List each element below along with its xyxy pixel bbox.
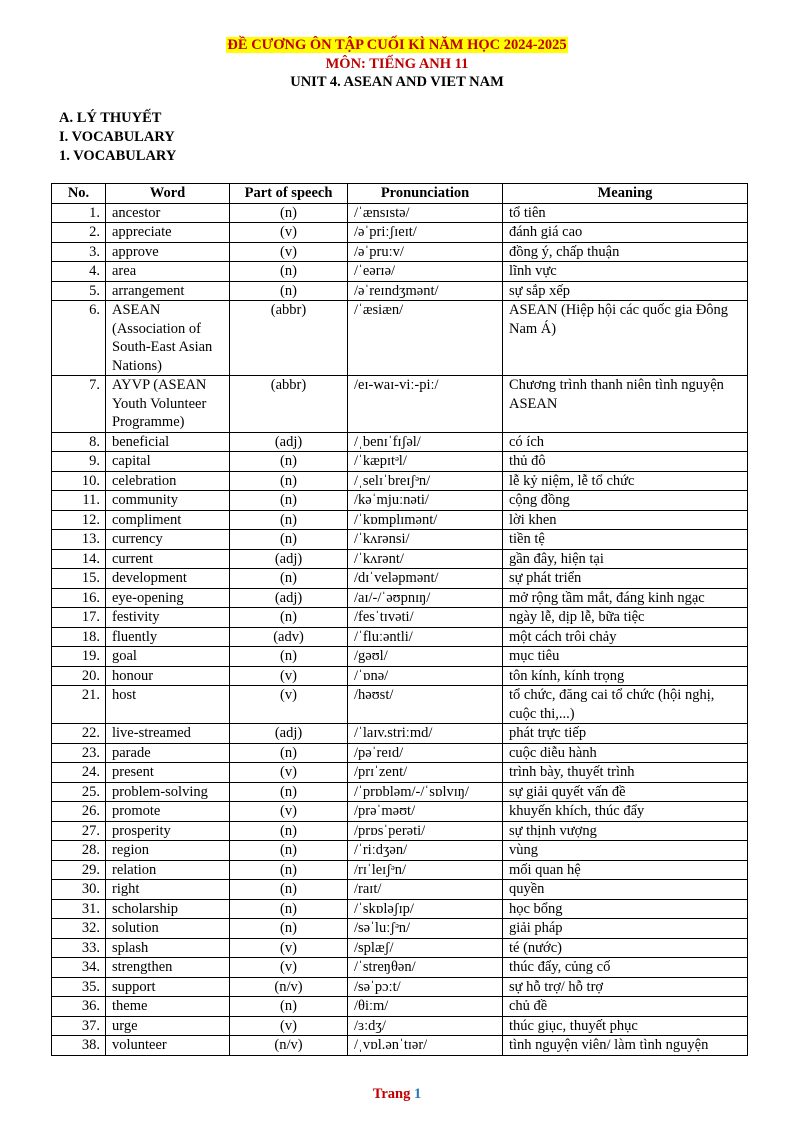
- cell-pronunciation: /ˈstreŋθən/: [348, 958, 503, 978]
- cell-word: ancestor: [106, 203, 230, 223]
- cell-pronunciation: /ˈprɒbləm/-/ˈsɒlvɪŋ/: [348, 782, 503, 802]
- cell-word: urge: [106, 1016, 230, 1036]
- document-title: ĐỀ CƯƠNG ÔN TẬP CUỐI KÌ NĂM HỌC 2024-2025: [227, 37, 567, 53]
- table-row: [52, 242, 748, 262]
- cell-meaning: tiền tệ: [503, 530, 748, 550]
- cell-pronunciation: /əˈpriːʃɪeɪt/: [348, 223, 503, 243]
- cell-word: beneficial: [106, 432, 230, 452]
- page-footer: [0, 1086, 794, 1103]
- cell-pronunciation: /fesˈtɪvəti/: [348, 608, 503, 628]
- cell-part-of-speech: (n): [230, 281, 348, 301]
- table-row: [52, 549, 748, 569]
- cell-word: live-streamed: [106, 724, 230, 744]
- cell-meaning: phát trực tiếp: [503, 724, 748, 744]
- cell-part-of-speech: (v): [230, 938, 348, 958]
- cell-word: capital: [106, 452, 230, 472]
- header-pronunciation: Pronunciation: [348, 184, 503, 204]
- vocabulary-table: [51, 183, 748, 1056]
- cell-no: 37.: [52, 1016, 106, 1036]
- cell-meaning: giải pháp: [503, 919, 748, 939]
- cell-no: 19.: [52, 647, 106, 667]
- cell-meaning: một cách trôi chảy: [503, 627, 748, 647]
- cell-meaning: ASEAN (Hiệp hội các quốc gia Đông Nam Á): [503, 301, 748, 376]
- cell-word: scholarship: [106, 899, 230, 919]
- cell-pronunciation: /ˈkʌrənsi/: [348, 530, 503, 550]
- cell-part-of-speech: (v): [230, 666, 348, 686]
- cell-meaning: mở rộng tầm mắt, đáng kinh ngạc: [503, 588, 748, 608]
- cell-meaning: đồng ý, chấp thuận: [503, 242, 748, 262]
- cell-meaning: tình nguyện viên/ làm tình nguyện: [503, 1036, 748, 1056]
- table-row: [52, 821, 748, 841]
- cell-meaning: cộng đồng: [503, 491, 748, 511]
- cell-pronunciation: /eɪ-waɪ-viː-piː/: [348, 376, 503, 433]
- cell-pronunciation: /gəʊl/: [348, 647, 503, 667]
- cell-no: 18.: [52, 627, 106, 647]
- cell-pronunciation: /ˈeərɪə/: [348, 262, 503, 282]
- cell-meaning: sự thịnh vượng: [503, 821, 748, 841]
- subject-line: MÔN: TIẾNG ANH 11: [325, 55, 469, 72]
- cell-word: solution: [106, 919, 230, 939]
- cell-word: arrangement: [106, 281, 230, 301]
- cell-word: compliment: [106, 510, 230, 530]
- cell-no: 7.: [52, 376, 106, 433]
- table-row: [52, 471, 748, 491]
- cell-no: 34.: [52, 958, 106, 978]
- cell-part-of-speech: (v): [230, 802, 348, 822]
- cell-word: splash: [106, 938, 230, 958]
- cell-pronunciation: /ˈskɒləʃɪp/: [348, 899, 503, 919]
- cell-word: currency: [106, 530, 230, 550]
- cell-no: 20.: [52, 666, 106, 686]
- cell-part-of-speech: (n): [230, 841, 348, 861]
- section-headings: [59, 109, 176, 166]
- table-row: [52, 432, 748, 452]
- table-row: [52, 977, 748, 997]
- cell-no: 12.: [52, 510, 106, 530]
- cell-part-of-speech: (n): [230, 919, 348, 939]
- cell-word: volunteer: [106, 1036, 230, 1056]
- section-a-heading: A. LÝ THUYẾT: [59, 110, 162, 126]
- table-row: [52, 938, 748, 958]
- cell-part-of-speech: (n): [230, 491, 348, 511]
- cell-pronunciation: /dɪˈveləpmənt/: [348, 569, 503, 589]
- cell-meaning: vùng: [503, 841, 748, 861]
- cell-part-of-speech: (v): [230, 763, 348, 783]
- cell-word: appreciate: [106, 223, 230, 243]
- cell-pronunciation: /ˈɒnə/: [348, 666, 503, 686]
- cell-meaning: học bổng: [503, 899, 748, 919]
- cell-meaning: lễ kỷ niệm, lễ tổ chức: [503, 471, 748, 491]
- cell-pronunciation: /ˈkɒmplɪmənt/: [348, 510, 503, 530]
- cell-meaning: đánh giá cao: [503, 223, 748, 243]
- cell-part-of-speech: (adj): [230, 588, 348, 608]
- cell-pronunciation: /ˈkʌrənt/: [348, 549, 503, 569]
- cell-meaning: gần đây, hiện tại: [503, 549, 748, 569]
- cell-part-of-speech: (n): [230, 452, 348, 472]
- table-row: [52, 608, 748, 628]
- cell-word: celebration: [106, 471, 230, 491]
- cell-meaning: sự hỗ trợ/ hỗ trợ: [503, 977, 748, 997]
- table-row: [52, 919, 748, 939]
- cell-part-of-speech: (v): [230, 242, 348, 262]
- cell-pronunciation: /splæʃ/: [348, 938, 503, 958]
- table-row: [52, 1036, 748, 1056]
- cell-word: festivity: [106, 608, 230, 628]
- table-row: [52, 860, 748, 880]
- cell-meaning: Chương trình thanh niên tình nguyện ASEAN: [503, 376, 748, 433]
- table-row: [52, 647, 748, 667]
- table-row: [52, 997, 748, 1017]
- cell-pronunciation: /ˌbenɪˈfɪʃəl/: [348, 432, 503, 452]
- cell-pronunciation: /səˈpɔːt/: [348, 977, 503, 997]
- cell-no: 30.: [52, 880, 106, 900]
- table-row: [52, 223, 748, 243]
- cell-pronunciation: /aɪ/-/ˈəʊpnɪŋ/: [348, 588, 503, 608]
- cell-no: 31.: [52, 899, 106, 919]
- cell-pronunciation: /kəˈmjuːnəti/: [348, 491, 503, 511]
- cell-meaning: khuyến khích, thúc đẩy: [503, 802, 748, 822]
- cell-no: 11.: [52, 491, 106, 511]
- cell-meaning: ngày lễ, dịp lễ, bữa tiệc: [503, 608, 748, 628]
- cell-no: 38.: [52, 1036, 106, 1056]
- cell-pronunciation: /prəˈməʊt/: [348, 802, 503, 822]
- cell-pronunciation: /əˈpruːv/: [348, 242, 503, 262]
- cell-part-of-speech: (n): [230, 471, 348, 491]
- cell-word: support: [106, 977, 230, 997]
- cell-pronunciation: /ˈæsiæn/: [348, 301, 503, 376]
- cell-word: honour: [106, 666, 230, 686]
- cell-part-of-speech: (n): [230, 743, 348, 763]
- table-row: [52, 569, 748, 589]
- cell-part-of-speech: (v): [230, 958, 348, 978]
- cell-part-of-speech: (n): [230, 203, 348, 223]
- table-row: [52, 510, 748, 530]
- cell-part-of-speech: (abbr): [230, 376, 348, 433]
- table-row: [52, 802, 748, 822]
- cell-meaning: sự giải quyết vấn đề: [503, 782, 748, 802]
- cell-part-of-speech: (n): [230, 860, 348, 880]
- header-word: Word: [106, 184, 230, 204]
- table-row: [52, 281, 748, 301]
- cell-no: 26.: [52, 802, 106, 822]
- cell-pronunciation: /ˈlaɪv.striːmd/: [348, 724, 503, 744]
- cell-word: fluently: [106, 627, 230, 647]
- cell-no: 35.: [52, 977, 106, 997]
- cell-part-of-speech: (adv): [230, 627, 348, 647]
- cell-meaning: tổ tiên: [503, 203, 748, 223]
- table-row: [52, 262, 748, 282]
- cell-no: 10.: [52, 471, 106, 491]
- table-row: [52, 880, 748, 900]
- unit-line: UNIT 4. ASEAN AND VIET NAM: [290, 74, 504, 90]
- section-1-heading: 1. VOCABULARY: [59, 148, 177, 164]
- table-row: [52, 782, 748, 802]
- table-row: [52, 899, 748, 919]
- cell-part-of-speech: (abbr): [230, 301, 348, 376]
- cell-meaning: có ích: [503, 432, 748, 452]
- table-header-row: [52, 184, 748, 204]
- cell-meaning: lĩnh vực: [503, 262, 748, 282]
- cell-pronunciation: /ˌselɪˈbreɪʃᵊn/: [348, 471, 503, 491]
- table-row: [52, 376, 748, 433]
- cell-no: 23.: [52, 743, 106, 763]
- cell-word: host: [106, 686, 230, 724]
- cell-part-of-speech: (n): [230, 782, 348, 802]
- cell-no: 27.: [52, 821, 106, 841]
- cell-pronunciation: /ˈfluːəntli/: [348, 627, 503, 647]
- cell-pronunciation: /səˈluːʃᵊn/: [348, 919, 503, 939]
- cell-word: goal: [106, 647, 230, 667]
- cell-pronunciation: /ˈriːdʒən/: [348, 841, 503, 861]
- cell-part-of-speech: (v): [230, 686, 348, 724]
- cell-meaning: chủ đề: [503, 997, 748, 1017]
- cell-pronunciation: /rɪˈleɪʃᵊn/: [348, 860, 503, 880]
- cell-meaning: tổ chức, đăng cai tổ chức (hội nghị, cuộc thi,...): [503, 686, 748, 724]
- cell-word: strengthen: [106, 958, 230, 978]
- cell-no: 4.: [52, 262, 106, 282]
- cell-word: problem-solving: [106, 782, 230, 802]
- cell-no: 32.: [52, 919, 106, 939]
- cell-word: current: [106, 549, 230, 569]
- cell-no: 28.: [52, 841, 106, 861]
- cell-no: 17.: [52, 608, 106, 628]
- cell-meaning: thủ đô: [503, 452, 748, 472]
- table-row: [52, 452, 748, 472]
- cell-word: relation: [106, 860, 230, 880]
- cell-part-of-speech: (n): [230, 880, 348, 900]
- cell-meaning: thúc giục, thuyết phục: [503, 1016, 748, 1036]
- table-row: [52, 203, 748, 223]
- cell-pronunciation: /prɪˈzent/: [348, 763, 503, 783]
- cell-word: area: [106, 262, 230, 282]
- cell-part-of-speech: (v): [230, 223, 348, 243]
- cell-meaning: mối quan hệ: [503, 860, 748, 880]
- cell-pronunciation: /həʊst/: [348, 686, 503, 724]
- cell-no: 25.: [52, 782, 106, 802]
- cell-meaning: sự phát triển: [503, 569, 748, 589]
- table-row: [52, 627, 748, 647]
- cell-no: 33.: [52, 938, 106, 958]
- cell-part-of-speech: (n/v): [230, 977, 348, 997]
- cell-no: 15.: [52, 569, 106, 589]
- cell-part-of-speech: (adj): [230, 432, 348, 452]
- cell-pronunciation: /raɪt/: [348, 880, 503, 900]
- cell-no: 3.: [52, 242, 106, 262]
- table-row: [52, 763, 748, 783]
- table-row: [52, 301, 748, 376]
- cell-no: 29.: [52, 860, 106, 880]
- cell-part-of-speech: (n): [230, 608, 348, 628]
- table-row: [52, 724, 748, 744]
- page-label: Trang: [372, 1086, 411, 1102]
- table-row: [52, 686, 748, 724]
- header-meaning: Meaning: [503, 184, 748, 204]
- cell-word: community: [106, 491, 230, 511]
- cell-meaning: trình bày, thuyết trình: [503, 763, 748, 783]
- cell-no: 1.: [52, 203, 106, 223]
- table-row: [52, 841, 748, 861]
- cell-pronunciation: /ˈænsɪstə/: [348, 203, 503, 223]
- cell-no: 8.: [52, 432, 106, 452]
- cell-no: 22.: [52, 724, 106, 744]
- cell-word: theme: [106, 997, 230, 1017]
- page-number: 1: [413, 1086, 422, 1102]
- section-i-heading: I. VOCABULARY: [59, 129, 175, 145]
- cell-no: 24.: [52, 763, 106, 783]
- cell-no: 6.: [52, 301, 106, 376]
- cell-word: ASEAN (Association of South-East Asian Nations): [106, 301, 230, 376]
- cell-no: 13.: [52, 530, 106, 550]
- cell-meaning: tôn kính, kính trọng: [503, 666, 748, 686]
- cell-meaning: thúc đẩy, củng cố: [503, 958, 748, 978]
- cell-meaning: quyền: [503, 880, 748, 900]
- cell-word: development: [106, 569, 230, 589]
- table-row: [52, 530, 748, 550]
- cell-pronunciation: /ˈkæpɪtᵊl/: [348, 452, 503, 472]
- cell-part-of-speech: (n): [230, 262, 348, 282]
- cell-word: region: [106, 841, 230, 861]
- table-row: [52, 958, 748, 978]
- table-row: [52, 491, 748, 511]
- table-row: [52, 666, 748, 686]
- cell-part-of-speech: (adj): [230, 724, 348, 744]
- cell-word: promote: [106, 802, 230, 822]
- cell-part-of-speech: (n/v): [230, 1036, 348, 1056]
- header-part-of-speech: Part of speech: [230, 184, 348, 204]
- cell-meaning: sự sắp xếp: [503, 281, 748, 301]
- cell-no: 2.: [52, 223, 106, 243]
- cell-no: 21.: [52, 686, 106, 724]
- cell-part-of-speech: (n): [230, 510, 348, 530]
- cell-part-of-speech: (adj): [230, 549, 348, 569]
- cell-word: AYVP (ASEAN Youth Volunteer Programme): [106, 376, 230, 433]
- cell-pronunciation: /ɜːdʒ/: [348, 1016, 503, 1036]
- cell-pronunciation: /ˌvɒl.ənˈtɪər/: [348, 1036, 503, 1056]
- cell-word: eye-opening: [106, 588, 230, 608]
- cell-part-of-speech: (n): [230, 997, 348, 1017]
- cell-pronunciation: /prɒsˈperəti/: [348, 821, 503, 841]
- cell-no: 9.: [52, 452, 106, 472]
- table-row: [52, 1016, 748, 1036]
- cell-part-of-speech: (n): [230, 569, 348, 589]
- cell-word: right: [106, 880, 230, 900]
- table-row: [52, 743, 748, 763]
- cell-part-of-speech: (v): [230, 1016, 348, 1036]
- cell-no: 16.: [52, 588, 106, 608]
- document-header: [0, 36, 794, 92]
- cell-no: 5.: [52, 281, 106, 301]
- cell-pronunciation: /pəˈreɪd/: [348, 743, 503, 763]
- cell-part-of-speech: (n): [230, 821, 348, 841]
- cell-pronunciation: /θiːm/: [348, 997, 503, 1017]
- cell-meaning: mục tiêu: [503, 647, 748, 667]
- cell-part-of-speech: (n): [230, 647, 348, 667]
- cell-part-of-speech: (n): [230, 899, 348, 919]
- cell-no: 14.: [52, 549, 106, 569]
- cell-meaning: lời khen: [503, 510, 748, 530]
- cell-word: parade: [106, 743, 230, 763]
- cell-no: 36.: [52, 997, 106, 1017]
- cell-meaning: té (nước): [503, 938, 748, 958]
- table-row: [52, 588, 748, 608]
- cell-word: present: [106, 763, 230, 783]
- cell-meaning: cuộc diễu hành: [503, 743, 748, 763]
- cell-pronunciation: /əˈreɪndʒmənt/: [348, 281, 503, 301]
- cell-part-of-speech: (n): [230, 530, 348, 550]
- cell-word: approve: [106, 242, 230, 262]
- cell-word: prosperity: [106, 821, 230, 841]
- header-no: No.: [52, 184, 106, 204]
